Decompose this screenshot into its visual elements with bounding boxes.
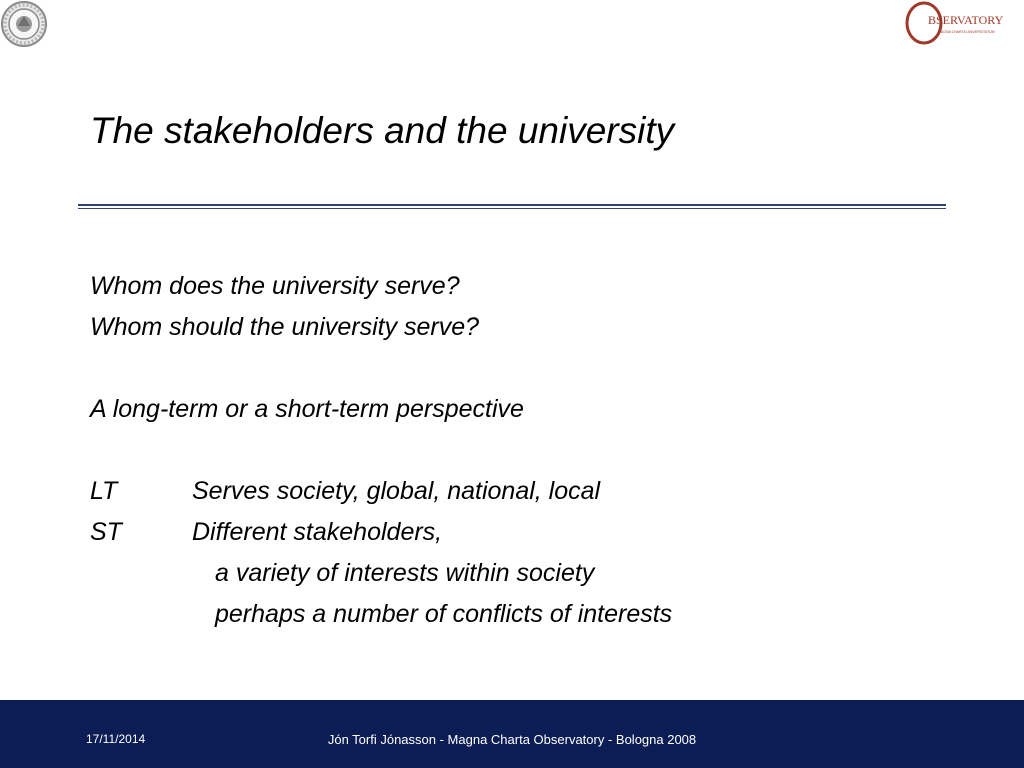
body-line-perspective: A long-term or a short-term perspective — [90, 395, 524, 423]
title-divider-bottom — [78, 208, 946, 209]
body-line-lt — [90, 471, 672, 512]
st-abbreviation: ST — [90, 518, 122, 546]
university-seal-icon — [0, 0, 48, 48]
lt-description: Serves society, global, national, local — [192, 477, 601, 505]
st-description: Different stakeholders, — [192, 518, 443, 546]
university-seal-logo — [0, 0, 48, 48]
slide-title: The stakeholders and the university — [90, 110, 675, 151]
body-line-question-1: Whom does the university serve? — [90, 272, 460, 300]
footer-bar — [0, 700, 1024, 768]
body-spacer — [90, 430, 672, 471]
lt-abbreviation: LT — [90, 477, 118, 505]
body-line-st-sub-1: a variety of interests within society — [215, 559, 595, 587]
title-divider-top — [78, 204, 946, 206]
footer-date: 17/11/2014 — [86, 732, 146, 746]
footer-credit: Jón Torfi Jónasson - Magna Charta Observatory - Bologna 2008 — [327, 732, 697, 747]
body-spacer — [90, 348, 672, 389]
logo-wordmark: BSERVATORY — [928, 13, 1004, 27]
logo-tagline: MAGNA CHARTA UNIVERSITATUM — [938, 30, 995, 34]
body-line-st — [90, 512, 672, 553]
observatory-logo — [904, 0, 1008, 46]
observatory-logo-icon — [904, 0, 1008, 46]
body-line-question-2: Whom should the university serve? — [90, 313, 480, 341]
body-line-st-sub-2: perhaps a number of conflicts of interests — [215, 600, 673, 628]
slide-body — [90, 266, 672, 635]
